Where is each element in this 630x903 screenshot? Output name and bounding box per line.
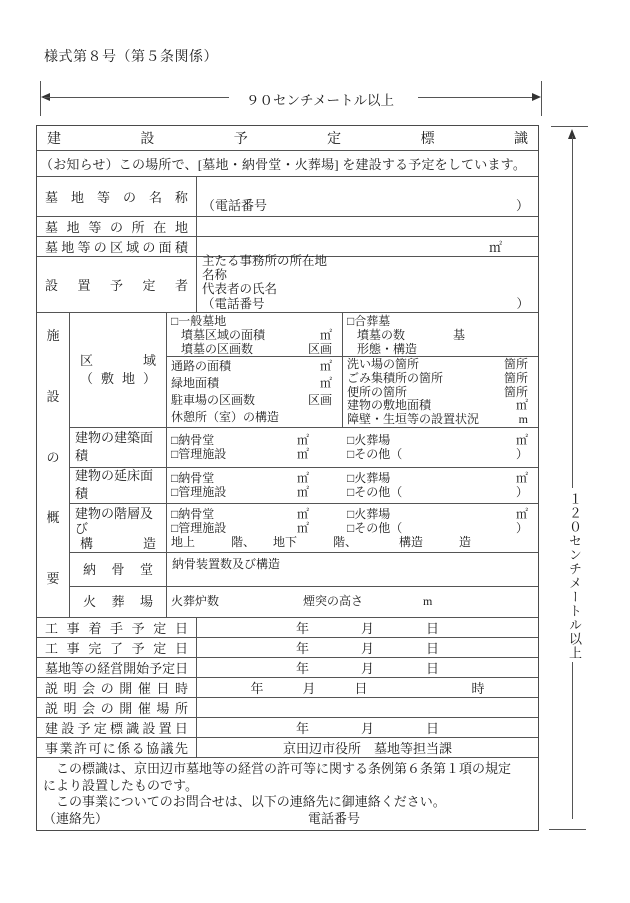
sign-installation-value: 年 月 日 [295, 721, 439, 736]
briefing-place-value [197, 698, 538, 717]
briefing-datetime-value: 年 月 日 時 [250, 681, 485, 696]
check-item: □納骨堂 ㎡ [171, 471, 309, 486]
check-item: □納骨堂 ㎡ [171, 507, 309, 522]
zone-item: 洗い場の箇所 箇所 [347, 357, 528, 371]
consultation-office-label: 事 業 許 可 に 係 る 協 議 先 [37, 738, 197, 757]
check-item: □その他（ ） [347, 521, 528, 536]
width-line-left [44, 97, 229, 98]
zone-label: 区 域 （ 敷 地 ） [70, 313, 167, 427]
check-item: □納骨堂 ㎡ [171, 433, 309, 448]
unit: m [518, 412, 528, 427]
row-sign-installation-date [37, 718, 538, 738]
representative-line: 代表者の氏名 [202, 282, 278, 296]
construction-finish-value: 年 月 日 [295, 641, 439, 656]
row-crematory [70, 587, 538, 617]
check-item: □火葬場 ㎡ [347, 507, 528, 522]
unit: ㎡ [515, 398, 528, 413]
unit: ㎡ [515, 433, 528, 448]
joint-grave-section [343, 313, 538, 356]
cemetery-name-label: 墓 地 等 の 名 称 [37, 177, 197, 216]
check-item: □火葬場 ㎡ [347, 471, 528, 486]
unit: ㎡ [515, 471, 528, 486]
general-grave-title: □一般墓地 [171, 314, 227, 328]
ossuary-label: 納 骨 堂 [70, 553, 167, 586]
contact-label: （連絡先） [43, 810, 109, 826]
phone-open: （電話番号 [202, 297, 265, 311]
unit: ㎡ [296, 485, 309, 500]
phone-close: ） [515, 198, 529, 213]
unit: ） [515, 485, 528, 500]
operation-start-label: 墓 地 等 の 経 営 開 始 予 定 日 [37, 658, 197, 677]
unit: ㎡ [296, 507, 309, 522]
building-area-label: 建物の建築面積 [70, 428, 167, 467]
zone-item: 墳墓区域の面積 ㎡ [181, 328, 332, 342]
zone-item: 緑地面積 ㎡ [171, 376, 332, 390]
sign-title-row [37, 126, 538, 151]
unit: 箇所 [503, 370, 528, 385]
zone-item: ごみ集積所の箇所 箇所 [347, 370, 528, 385]
unit: ） [515, 447, 528, 462]
floors-detail-line: 地上 階、 地下 階、 構造 造 [171, 535, 472, 550]
cemetery-name-value [197, 177, 538, 216]
zone-item: 墳墓の数 基 [357, 328, 466, 342]
crematory-label: 火 葬 場 [70, 587, 167, 617]
height-line-bottom [572, 662, 573, 819]
unit: ㎡ [296, 447, 309, 462]
check-item: □その他（ ） [347, 485, 528, 500]
sqm-unit: ㎡ [488, 240, 502, 255]
contact-line [43, 811, 532, 828]
sign-installation-label: 建 設 予 定 標 識 設 置 日 [37, 718, 197, 737]
unit: ㎡ [319, 359, 332, 373]
row-total-floor-area [70, 468, 538, 504]
joint-grave-title: □合葬墓 [347, 314, 391, 328]
footer-note [37, 758, 538, 830]
site-right-section [343, 357, 538, 427]
row-briefing-datetime [37, 678, 538, 698]
operation-start-value: 年 月 日 [295, 661, 439, 676]
briefing-datetime-label: 説 明 会 の 開 催 日 時 [37, 678, 197, 697]
building-area-value [167, 428, 538, 467]
row-planned-installer [37, 254, 538, 313]
unit: ㎡ [319, 328, 332, 342]
row-building-area [70, 428, 538, 468]
notice-text: （お知らせ）この場所で、[墓地・納骨堂・火葬場] を建設する予定をしています。 [40, 157, 527, 172]
facility-overview-side-label: 施 設 の 概 要 [37, 313, 70, 617]
unit: ㎡ [515, 507, 528, 522]
total-floor-area-label: 建物の延床面積 [70, 468, 167, 503]
unit: ㎡ [319, 376, 332, 390]
zone-item: 墳墓の区画数 区画 [181, 342, 332, 356]
planned-installer-label: 設 置 予 定 者 [37, 257, 197, 312]
check-item: □火葬場 ㎡ [347, 433, 528, 448]
row-construction-finish-date [37, 638, 538, 658]
general-grave-section [167, 313, 343, 356]
site-left-section [167, 357, 343, 427]
construction-finish-label: 工 事 完 了 予 定 日 [37, 638, 197, 657]
unit: 区画 [307, 342, 332, 356]
phone-open: （電話番号 [202, 198, 268, 213]
zone-item: 形態・構造 [357, 342, 418, 356]
unit: ㎡ [296, 471, 309, 486]
facility-overview-block [37, 313, 538, 618]
consultation-office-value: 京田辺市役所 墓地等担当課 [282, 741, 452, 756]
zone-item: 建物の敷地面積 ㎡ [347, 398, 528, 413]
row-zone [70, 313, 538, 428]
row-construction-start-date [37, 618, 538, 638]
width-tick-right [541, 81, 542, 116]
notice-row [37, 151, 538, 177]
sign-board [36, 125, 539, 831]
row-ossuary [70, 553, 538, 587]
zone-site-details [167, 357, 538, 427]
zone-item: 便所の箇所 箇所 [347, 384, 528, 399]
construction-start-value: 年 月 日 [295, 621, 439, 636]
row-briefing-place [37, 698, 538, 718]
unit: 箇所 [503, 384, 528, 399]
phone-line [197, 197, 538, 216]
planned-installer-value [197, 254, 538, 312]
height-tick-bottom [549, 829, 586, 830]
form-number: 様式第８号（第５条関係） [44, 50, 218, 65]
cemetery-location-value [197, 217, 538, 236]
width-dimension-label: ９０センチメートル以上 [246, 93, 394, 108]
unit: ） [515, 521, 528, 536]
construction-start-label: 工 事 着 手 予 定 日 [37, 618, 197, 637]
row-cemetery-location [37, 217, 538, 237]
unit: ㎡ [296, 521, 309, 536]
facility-overview-main [70, 313, 538, 617]
phone-number-label: 電話番号 [308, 810, 361, 826]
zone-grave-types [167, 313, 538, 357]
check-item: □管理施設 ㎡ [171, 521, 309, 536]
height-line-top [572, 136, 573, 488]
height-tick-top [551, 126, 588, 127]
sign-title: 建 設 予 定 標 識 [47, 132, 528, 147]
check-item: □その他（ ） [347, 447, 528, 462]
crematory-value: 火葬炉数 煙突の高さ m [171, 594, 433, 609]
total-floor-area-value [167, 468, 538, 503]
briefing-place-label: 説 明 会 の 開 催 場 所 [37, 698, 197, 717]
building-floors-value [167, 504, 538, 553]
cemetery-location-label: 墓 地 等 の 所 在 地 [37, 217, 197, 236]
row-cemetery-name [37, 177, 538, 217]
zone-item: 休憩所（室）の構造 [171, 410, 280, 424]
note-line2: により設置したものです。 [43, 777, 198, 793]
note-line3: この事業についてのお問合せは、以下の連絡先に御連絡ください。 [43, 794, 446, 809]
unit: ㎡ [296, 433, 309, 448]
check-item: □管理施設 ㎡ [171, 485, 309, 500]
row-building-floors-structure [70, 504, 538, 554]
row-operation-start-date [37, 658, 538, 678]
ossuary-value: 納骨装置数及び構造 [172, 557, 281, 572]
arrow-right-icon [532, 93, 541, 101]
cemetery-area-label: 墓 地 等 の 区 域 の 面 積 [37, 237, 197, 256]
phone-close: ） [516, 297, 529, 311]
office-address-line: 主たる事務所の所在地 [202, 254, 328, 268]
zone-item: 駐車場の区画数 区画 [171, 393, 332, 407]
note-line1: この標識は、京田辺市墓地等の経営の許可等に関する条例第６条第１項の規定 [43, 761, 512, 776]
zone-item: 通路の面積 ㎡ [171, 359, 332, 373]
width-line-right [418, 97, 536, 98]
unit: 区画 [307, 393, 332, 407]
height-dimension-label: １２０センチメートル以上 [567, 492, 582, 660]
check-item: □管理施設 ㎡ [171, 447, 309, 462]
row-consultation-office [37, 738, 538, 758]
zone-content [167, 313, 538, 427]
zone-item: 障壁・生垣等の設置状況 m [347, 412, 528, 427]
building-floors-label: 建物の階層及び 構 造 [70, 504, 167, 553]
office-name-line: 名称 [202, 268, 228, 282]
unit: 箇所 [503, 357, 528, 371]
